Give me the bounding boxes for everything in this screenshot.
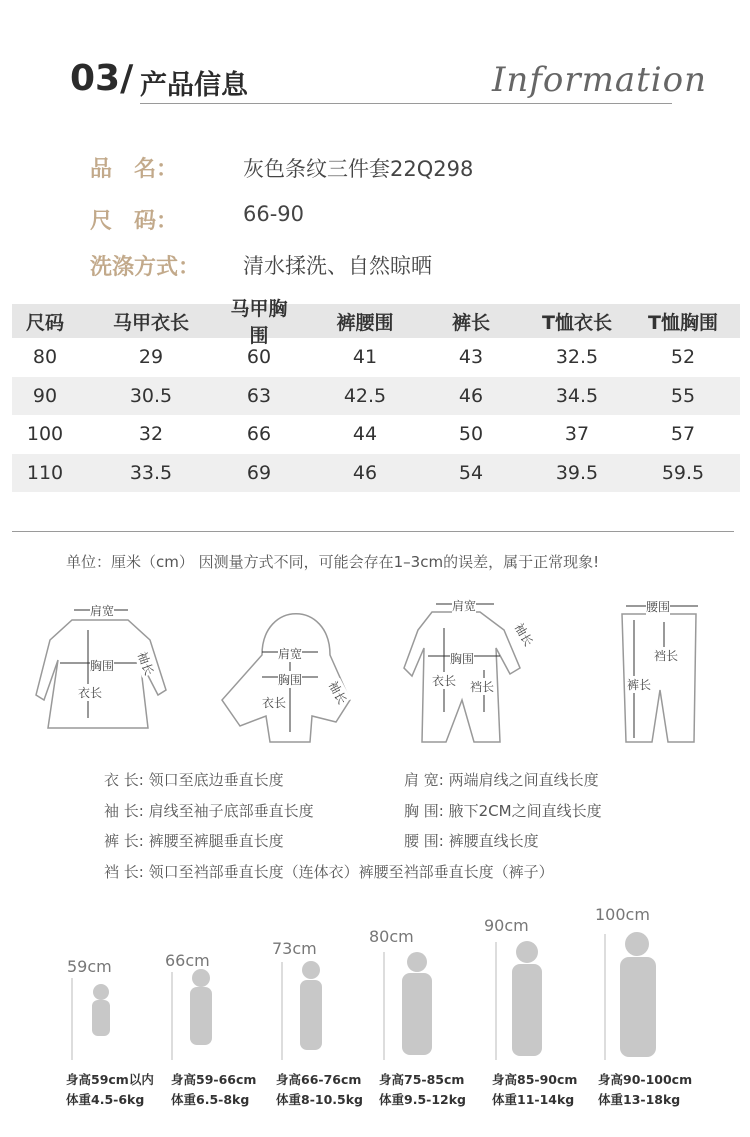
table-header-cell: 马甲胸围 — [230, 298, 288, 347]
info-label-name: 品 名： — [90, 157, 179, 182]
section-number: 03/ — [70, 58, 134, 99]
table-cell: 63 — [246, 384, 272, 407]
legend-key: 袖 长: — [104, 802, 144, 820]
table-cell: 66 — [246, 423, 272, 446]
legend-key: 腰 围: — [404, 832, 444, 850]
diagram-label: 肩宽 — [90, 604, 115, 618]
legend-item — [404, 769, 599, 790]
table-cell: 46 — [458, 384, 484, 407]
table-header-cell: 马甲衣长 — [112, 311, 189, 334]
legend-desc: 两端肩线之间直线长度 — [448, 771, 599, 789]
legend-desc: 裤腰至裤腿垂直长度 — [148, 832, 284, 850]
table-cell: 50 — [458, 423, 484, 446]
legend-key: 裆 长: — [104, 863, 144, 881]
table-header-cell: 裤长 — [451, 311, 490, 334]
height-caption — [171, 1070, 256, 1110]
table-cell: 30.5 — [129, 384, 173, 407]
table-cell: 57 — [670, 423, 696, 446]
caption-height: 身高59cm以内 — [66, 1072, 154, 1087]
table-cell: 46 — [352, 461, 378, 484]
legend-key: 裤 长: — [104, 832, 144, 850]
height-caption — [379, 1070, 466, 1110]
table-cell: 90 — [32, 384, 58, 407]
table-cell: 37 — [564, 423, 590, 446]
caption-height: 身高90-100cm — [598, 1072, 693, 1087]
height-mark: 100cm — [595, 905, 650, 924]
info-label-wash: 洗涤方式： — [90, 255, 201, 280]
table-row — [12, 377, 740, 416]
child-figure-59 — [92, 984, 110, 1036]
legend-item — [104, 861, 554, 882]
diagram-label: 裆长 — [654, 649, 679, 663]
legend-item — [104, 769, 284, 790]
diagram-label: 袖长 — [325, 678, 350, 707]
height-caption — [492, 1070, 577, 1110]
diagram-label: 肩宽 — [278, 647, 303, 661]
table-cell: 59.5 — [661, 461, 705, 484]
height-caption — [66, 1070, 154, 1110]
section-script-title: Information — [492, 60, 708, 100]
table-cell: 39.5 — [555, 461, 599, 484]
height-caption — [276, 1070, 363, 1110]
caption-height: 身高59-66cm — [171, 1072, 257, 1087]
table-cell: 32 — [138, 423, 164, 446]
diagram-label: 肩宽 — [452, 599, 477, 613]
legend-desc: 领口至底边垂直长度 — [148, 771, 284, 789]
table-cell: 60 — [246, 346, 272, 369]
caption-weight: 体重4.5-6kg — [66, 1092, 145, 1107]
table-cell: 55 — [670, 384, 696, 407]
child-figure-73 — [300, 961, 322, 1050]
legend-key: 肩 宽: — [404, 771, 444, 789]
table-cell: 29 — [138, 346, 164, 369]
legend-desc: 裤腰直线长度 — [448, 832, 539, 850]
legend-desc: 肩线至袖子底部垂直长度 — [148, 802, 314, 820]
legend-item — [404, 830, 539, 851]
caption-weight: 体重9.5-12kg — [379, 1092, 466, 1107]
height-mark: 90cm — [484, 916, 529, 935]
table-cell: 33.5 — [129, 461, 173, 484]
table-cell: 54 — [458, 461, 484, 484]
table-row — [12, 454, 740, 493]
table-row — [12, 338, 740, 377]
table-cell: 42.5 — [343, 384, 387, 407]
caption-height: 身高85-90cm — [492, 1072, 578, 1087]
height-mark: 59cm — [67, 957, 112, 976]
info-label-size: 尺 码： — [90, 209, 179, 234]
info-value-wash: 清水揉洗、自然晾晒 — [243, 254, 432, 278]
caption-weight: 体重8-10.5kg — [276, 1092, 363, 1107]
diagram-label: 腰围 — [646, 600, 671, 614]
table-header-row — [12, 298, 740, 347]
height-mark: 66cm — [165, 951, 210, 970]
table-cell: 43 — [458, 346, 484, 369]
caption-weight: 体重6.5-8kg — [171, 1092, 250, 1107]
table-cell: 41 — [352, 346, 378, 369]
child-figure-100 — [620, 932, 656, 1057]
table-header-cell: T恤衣长 — [542, 311, 612, 334]
height-caption — [598, 1070, 692, 1110]
caption-weight: 体重11-14kg — [492, 1092, 575, 1107]
divider — [12, 531, 734, 532]
legend-item — [404, 800, 602, 821]
caption-height: 身高75-85cm — [379, 1072, 465, 1087]
diagram-label: 衣长 — [262, 696, 287, 710]
height-mark: 80cm — [369, 927, 414, 946]
section-title: 产品信息 — [140, 70, 248, 101]
child-figure-66 — [190, 969, 212, 1045]
table-cell: 34.5 — [555, 384, 599, 407]
diagram-label: 衣长 — [78, 686, 103, 700]
diagram-label: 裤长 — [627, 678, 652, 692]
legend-desc: 腋下2CM之间直线长度 — [448, 802, 602, 820]
table-header-cell: 尺码 — [25, 311, 64, 334]
legend-key: 衣 长: — [104, 771, 144, 789]
table-header-cell: 裤腰围 — [336, 311, 394, 334]
table-header-cell: T恤胸围 — [648, 311, 718, 334]
diagram-label: 袖长 — [511, 620, 536, 649]
size-table — [12, 298, 740, 492]
measurement-note: 单位：厘米（cm） 因测量方式不同，可能会存在1–3cm的误差，属于正常现象! — [66, 553, 600, 571]
table-cell: 69 — [246, 461, 272, 484]
diagram-label: 裆长 — [470, 680, 495, 694]
caption-height: 身高66-76cm — [276, 1072, 362, 1087]
legend-item — [104, 830, 284, 851]
diagram-label: 衣长 — [432, 674, 457, 688]
header-underline — [140, 103, 672, 104]
table-cell: 44 — [352, 423, 378, 446]
child-figure-80 — [402, 952, 432, 1055]
legend-desc: 领口至裆部垂直长度（连体衣）裤腰至裆部垂直长度（裤子） — [148, 863, 554, 881]
info-value-size: 66-90 — [243, 202, 305, 226]
diagram-label: 袖长 — [134, 649, 157, 678]
info-value-name: 灰色条纹三件套22Q298 — [243, 157, 474, 181]
table-cell: 110 — [26, 461, 64, 484]
legend-item — [104, 800, 314, 821]
table-cell: 32.5 — [555, 346, 599, 369]
table-row — [12, 415, 740, 454]
child-figure-90 — [512, 941, 542, 1056]
table-cell: 100 — [26, 423, 64, 446]
diagram-label: 胸围 — [450, 652, 475, 666]
caption-weight: 体重13-18kg — [598, 1092, 681, 1107]
diagram-label: 胸围 — [90, 659, 115, 673]
table-cell: 52 — [670, 346, 696, 369]
height-mark: 73cm — [272, 939, 317, 958]
diagram-label: 胸围 — [278, 673, 303, 687]
legend-key: 胸 围: — [404, 802, 444, 820]
table-cell: 80 — [32, 346, 58, 369]
